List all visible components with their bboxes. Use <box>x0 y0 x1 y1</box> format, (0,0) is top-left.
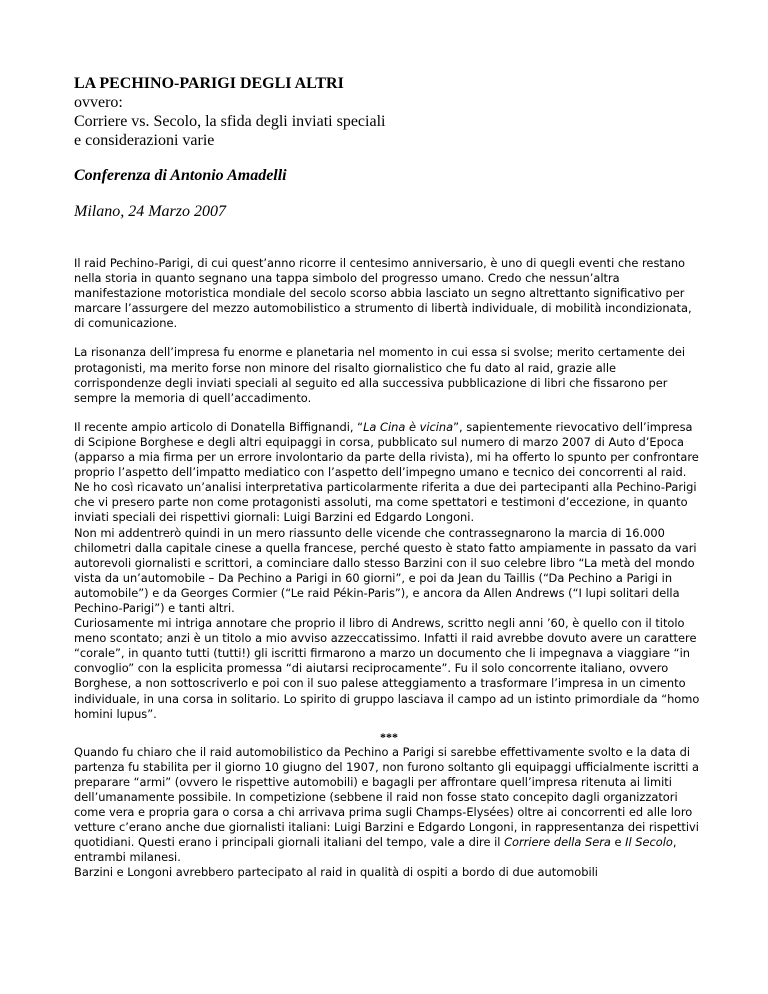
newspaper-name: Il Secolo <box>625 835 673 850</box>
paragraph-3-text: Il recente ampio articolo di Donatella Biffignandi, “ <box>74 419 364 434</box>
conference-author: Conferenza di Antonio Amadelli <box>74 167 287 184</box>
paragraph-4: Ne ho così ricavato un’analisi interpretativa particolarmente riferita a due dei partecipanti alla Pechino-Parigi che vi presero parte non come protagonisti assoluti, ma come spettatori e testimoni d’eccezione, in quanto inviati speciali dei rispettivi giornali: Luigi Barzini ed Edgardo Longoni. <box>74 480 697 525</box>
article-title: La Cina è vicina <box>363 419 454 434</box>
section-separator: *** <box>380 729 398 744</box>
document-body <box>74 256 704 881</box>
paragraph-3 <box>74 420 704 480</box>
subtitle-line: ovvero: <box>74 94 123 111</box>
paragraph-8: Barzini e Longoni avrebbero partecipato al raid in qualità di ospiti a bordo di due automobili <box>74 865 598 880</box>
document-page <box>74 74 704 881</box>
paragraph-7 <box>74 745 704 866</box>
document-subtitle <box>74 93 704 150</box>
place-date: Milano, 24 Marzo 2007 <box>74 203 226 220</box>
paragraph-1: Il raid Pechino-Parigi, di cui quest’anno ricorre il centesimo anniversario, è uno di quegli eventi che restano nella storia in quanto segnano una tappa simbolo del progresso umano. Credo che nessun’altra manifestazione motoristica mondiale del secolo scorso abbia lasciato un segno altrettanto significativo per marcare l’assurgere del mezzo automobilistico a strumento di libertà individuale, di mobilità incondizionata, di comunicazione. <box>74 256 692 331</box>
paragraph-3-text: ”, sapientemente rievocativo dell’impresa di Scipione Borghese e degli altri equipaggi in corsa, pubblicato sul numero di marzo 2007 di Auto d’Epoca (apparso a mia firma per un errore involontario da parte della rivista), mi ha offerto lo spunto per confrontare proprio l’aspetto dell’impatto mediatico con l’aspetto dell’impegno umano e tecnico dei concorrenti al raid. <box>74 419 699 480</box>
subtitle-line: e considerazioni varie <box>74 132 215 149</box>
newspaper-name: Corriere della Sera <box>504 835 611 850</box>
paragraph-5: Non mi addentrerò quindi in un mero riassunto delle vicende che contrassegnarono la marcia di 16.000 chilometri dalla capitale cinese a quella francese, perché questo è stato fatto ampiamente in passato da vari autorevoli giornalisti e scrittori, a cominciare dallo stesso Barzini con il suo celebre libro “La metà del mondo vista da un’automobile – Da Pechino a Parigi in 60 giorni”, e poi da Jean du Taillis (“Da Pechino a Parigi in automobile”) e da Georges Cormier (“Le raid Pékin-Paris”), e ancora da Allen Andrews (“I lupi solitari della Pechino-Parigi”) e tanti altri. <box>74 525 697 615</box>
paragraph-2: La risonanza dell’impresa fu enorme e planetaria nel momento in cui essa si svolse; merito certamente dei protagonisti, ma merito forse non minore del risalto giornalistico che fu dato al raid, grazie alle corrispondenze degli inviati speciali al seguito ed alla successiva pubblicazione di libri che fissarono per sempre la memoria di quell’accadimento. <box>74 345 686 405</box>
document-title: LA PECHINO-PARIGI DEGLI ALTRI <box>74 75 344 92</box>
paragraph-6: Curiosamente mi intriga annotare che proprio il libro di Andrews, scritto negli anni ’60, è quello con il titolo meno scontato; anzi è un titolo a mio avviso azzeccatissimo. Infatti il raid avrebbe dovuto avere un carattere “corale”, in quanto tutti (tutti!) gli iscritti firmarono a marzo un documento che li impegnava a viaggiare “in convoglio” con la esplicita promessa “di aiutarsi reciprocamente”. Fu il solo concorrente italiano, ovvero Borghese, a non sottoscriverlo e poi con il suo palese atteggiamento a trasformare l’impresa in un cimento individuale, in una corsa in solitario. Lo spirito di gruppo lasciava il campo ad un istinto primordiale da “homo homini lupus”. <box>74 616 700 721</box>
paragraph-7-text: Quando fu chiaro che il raid automobilistico da Pechino a Parigi si sarebbe effettivamente svolto e la data di partenza fu stabilita per il giorno 10 giugno del 1907, non furono soltanto gli equipaggi ufficialmente iscritti a preparare “armi” (ovvero le rispettive automobili) e bagagli per affrontare quell’impresa ritenuta ai limiti dell’umanamente possibile. In competizione (sebbene il raid non fosse stato concepito dagli organizzatori come vera e propria gara o corsa a chi arrivava prima sugli Champs-Elysées) oltre ai concorrenti ed alle loro vetture c’erano anche due giornalisti italiani: Luigi Barzini e Edgardo Longoni, in rappresentanza dei rispettivi quotidiani. Questi erano i principali giornali italiani del tempo, vale a dire il <box>74 744 700 850</box>
paragraph-7-text: e <box>610 835 626 850</box>
subtitle-line: Corriere vs. Secolo, la sfida degli inviati speciali <box>74 113 386 130</box>
paragraph-7-text: , entrambi milanesi. <box>74 835 677 865</box>
